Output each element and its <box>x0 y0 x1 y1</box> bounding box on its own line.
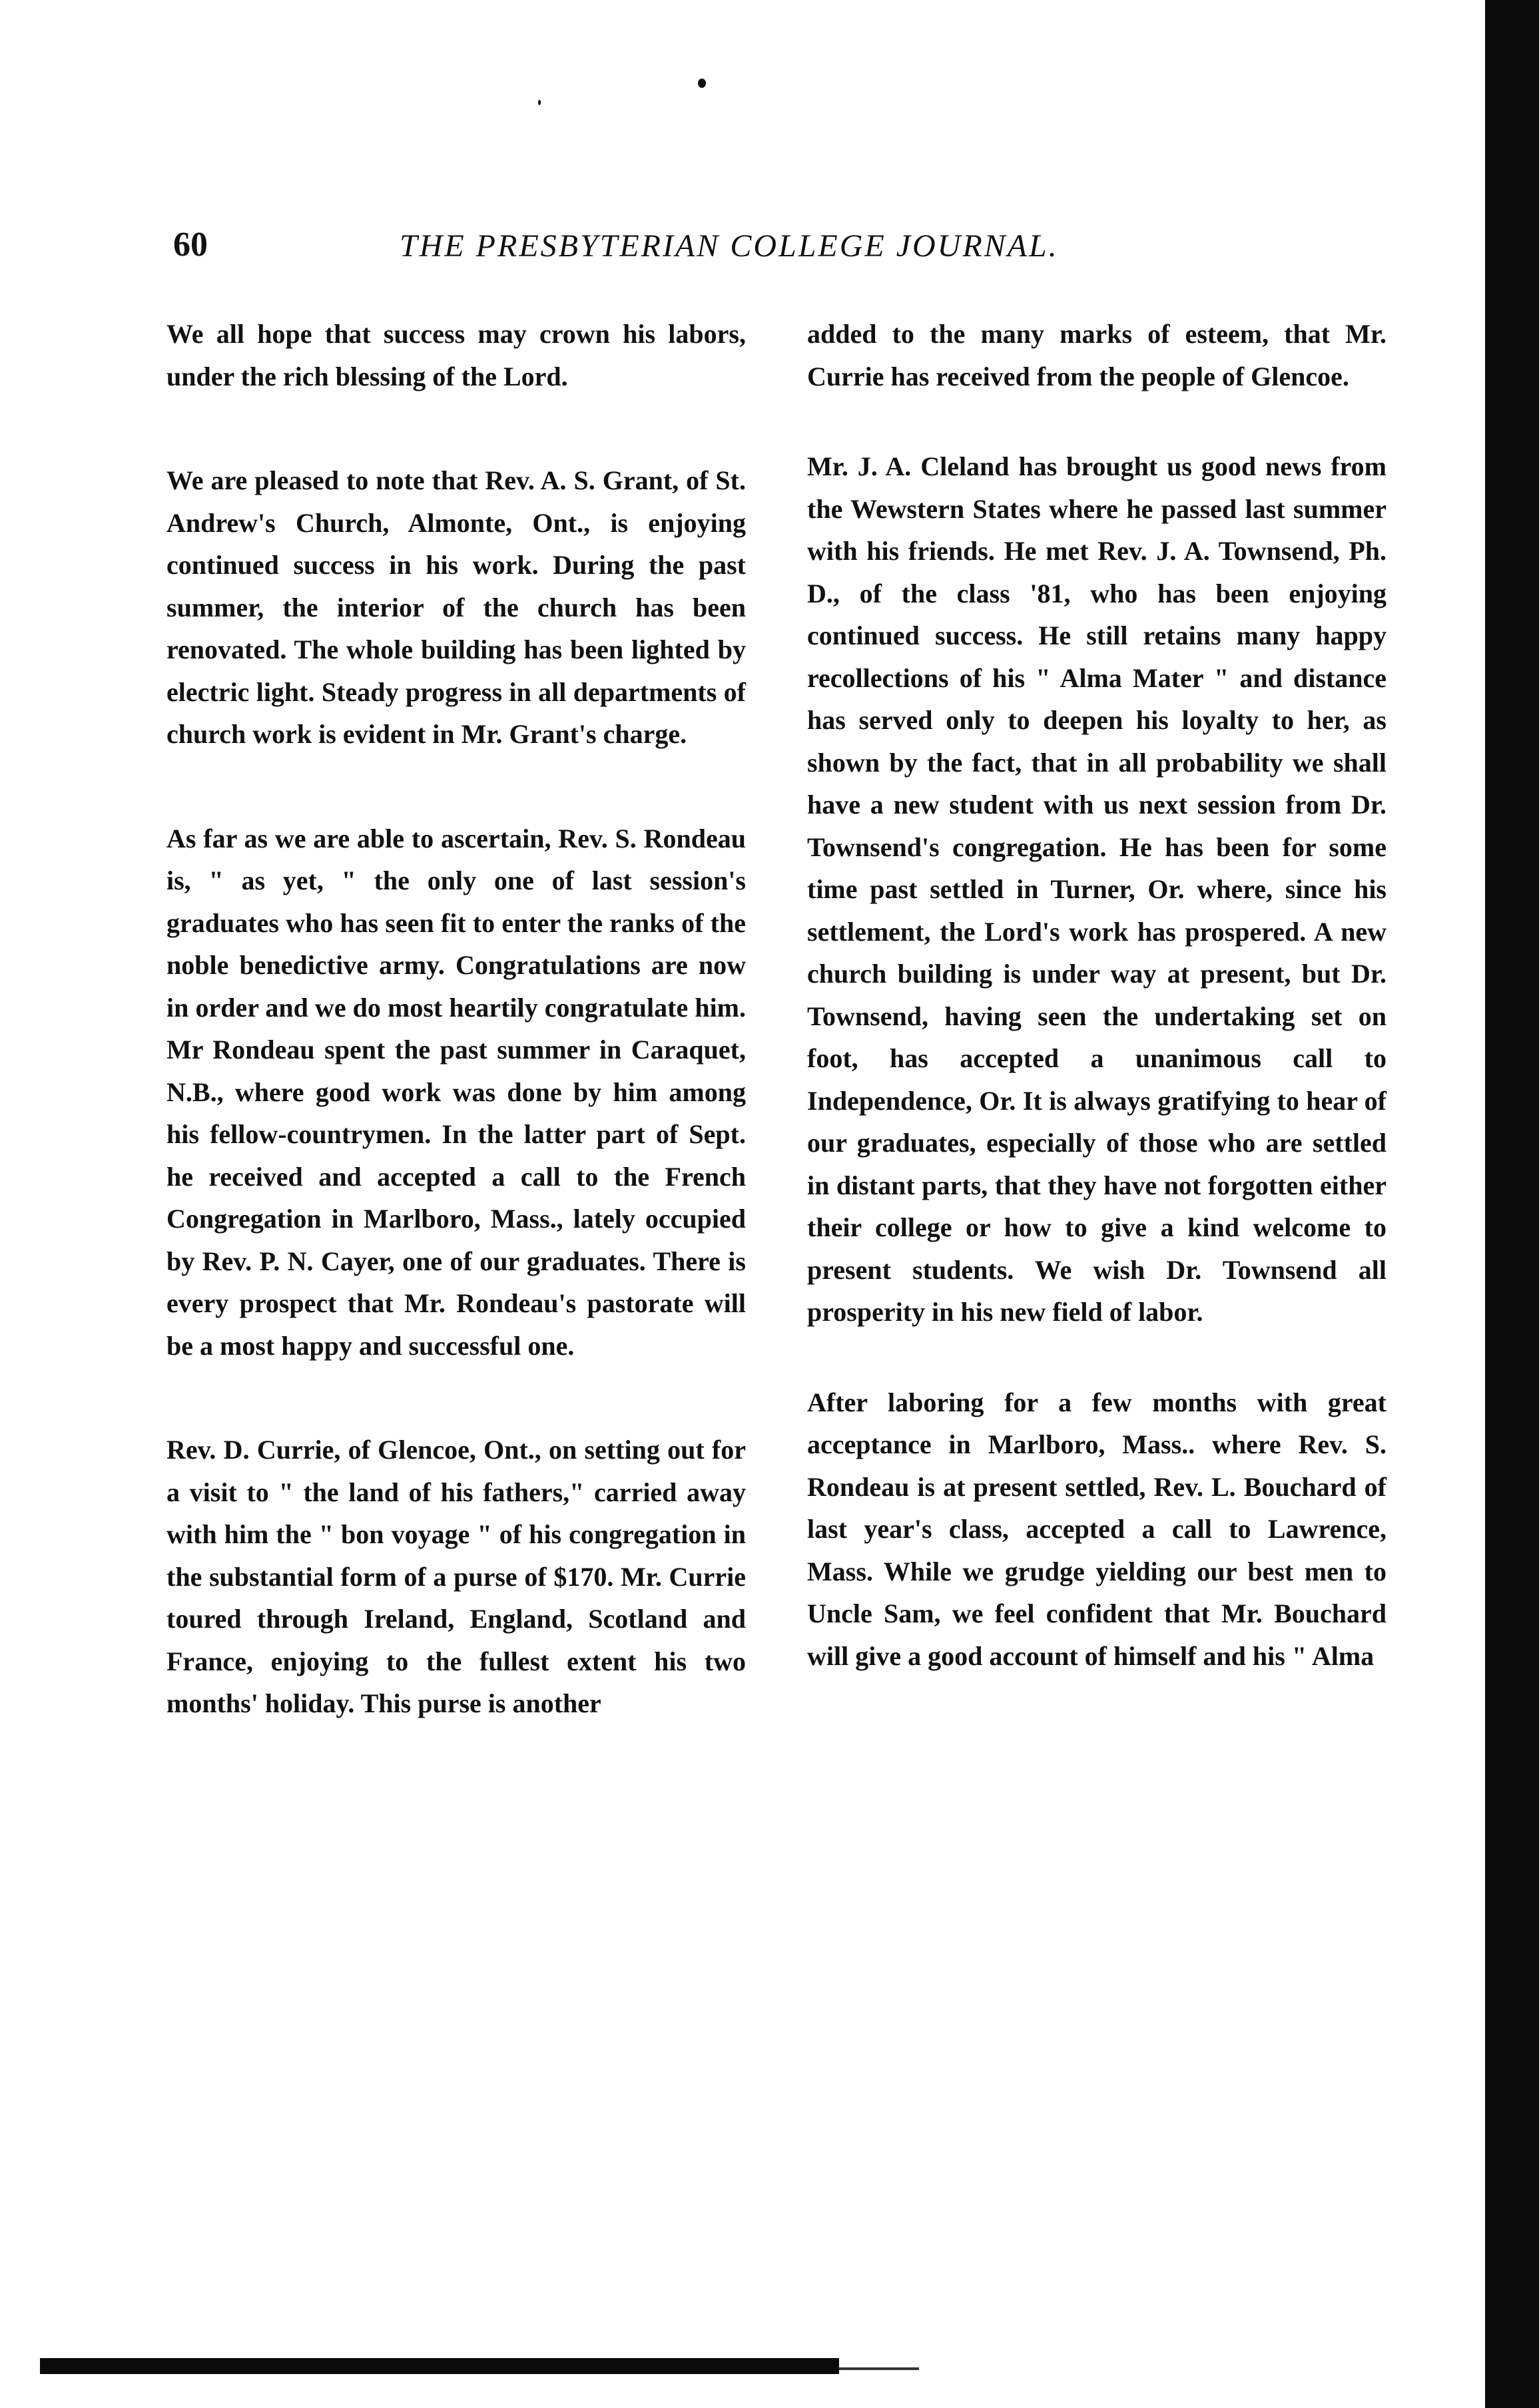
paragraph: As far as we are able to ascertain, Rev. S. Rondeau is, " as yet, " the only one of last session's graduates who has seen fit to enter the ranks of the noble benedictive army. Congratulations are now in order and we do most heartily congratulate him. Mr Rondeau spent the past summer in Caraquet, N.B., where good work was done by him among his fellow-countrymen. In the latter part of Sept. he received and accepted a call to the French Congregation in Marlboro, Mass., lately occupied by Rev. P. N. Cayer, one of our graduates. There is every prospect that Mr. Rondeau's pastorate will be a most happy and successful one. <box>166 823 746 1361</box>
page-header <box>173 225 1425 272</box>
ink-speck <box>698 79 706 88</box>
paragraph: Rev. D. Currie, of Glencoe, Ont., on setting out for a visit to " the land of his fathers," carried away with him the " bon voyage " of his congregation in the substantial form of a purse of $170. Mr. Currie toured through Ireland, England, Scotland and France, enjoying to the fullest extent his two months' holiday. This purse is another <box>166 1435 746 1718</box>
right-column <box>807 313 1386 1725</box>
paragraph: We all hope that success may crown his labors, under the rich blessing of the Lord. <box>166 319 746 391</box>
bottom-rule-tail <box>839 2367 919 2370</box>
paragraph: Mr. J. A. Cleland has brought us good news from the Wewstern States where he passed last summer with his friends. He met Rev. J. A. Townsend, Ph. D., of the class '81, who has been enjoying continued success. He still retains many happy recollections of his " Alma Mater " and distance has served only to deepen his loyalty to her, as shown by the fact, that in all probability we shall have a new student with us next session from Dr. Townsend's congregation. He has been for some time past settled in Turner, Or. where, since his settlement, the Lord's work has prospered. A new church building is under way at present, but Dr. Townsend, having seen the undertaking set on foot, has accepted a unanimous call to Independence, Or. It is always gratifying to hear of our graduates, especially of those who are settled in distant parts, that they have not forgotten either their college or how to give a kind welcome to present students. We wish Dr. Townsend all prosperity in his new field of labor. <box>807 451 1386 1327</box>
ink-speck <box>538 100 541 105</box>
running-title: THE PRESBYTERIAN COLLEGE JOURNAL. <box>400 228 1059 264</box>
page-number: 60 <box>173 226 208 264</box>
paragraph: We are pleased to note that Rev. A. S. Grant, of St. Andrew's Church, Almonte, Ont., is enjoying continued success in his work. During the past summer, the interior of the church has been renovated. The whole building has been lighted by electric light. Steady progress in all departments of church work is evident in Mr. Grant's charge. <box>166 465 746 749</box>
paragraph: added to the many marks of esteem, that Mr. Currie has received from the people of Glencoe. <box>807 319 1386 391</box>
scan-edge-shadow <box>1485 0 1539 2408</box>
left-column <box>166 313 746 1787</box>
paragraph: After laboring for a few months with great acceptance in Marlboro, Mass.. where Rev. S. Rondeau is at present settled, Rev. L. Bouchard of last year's class, accepted a call to Lawrence, Mass. While we grudge yielding our best men to Uncle Sam, we feel confident that Mr. Bouchard will give a good account of himself and his " Alma <box>807 1387 1386 1671</box>
bottom-rule <box>40 2358 839 2374</box>
